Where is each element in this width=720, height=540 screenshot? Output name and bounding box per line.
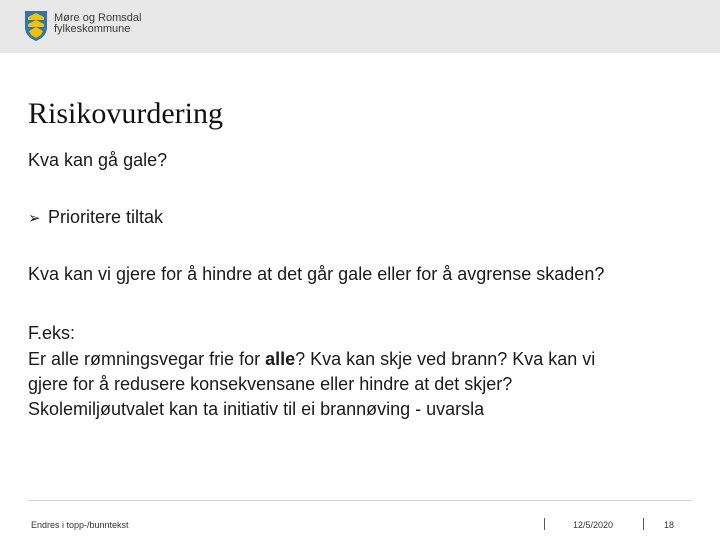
example-line-2: gjere for å redusere konsekvensane eller hindre at det skjer? [28, 374, 513, 394]
bullet-item [28, 206, 163, 229]
footer-divider [28, 500, 692, 501]
footer-separator [544, 518, 545, 530]
page-number: 18 [664, 520, 675, 530]
organization-name-line2: fylkeskommune [54, 23, 131, 35]
county-coat-of-arms-icon [24, 10, 48, 42]
footer-text: Endres i topp-/bunntekst [31, 520, 129, 530]
example-line-1 [28, 348, 595, 370]
footer-date: 12/5/2020 [573, 520, 614, 530]
slide-title: Risikovurdering [28, 97, 223, 130]
example-heading: F.eks: [28, 323, 76, 343]
example-line-1-pre: Er alle rømningsvegar frie for [28, 349, 266, 369]
example-line-3: Skolemiljøutvalet kan ta initiativ til ei brannøving - uvarsla [28, 399, 485, 419]
arrow-bullet-icon: ➢ [28, 209, 41, 227]
example-line-1-emphasis: alle [265, 349, 296, 369]
question-line: Kva kan gå gale? [28, 150, 168, 170]
organization-name-line1: Møre og Romsdal [54, 12, 142, 24]
example-line-1-post: ? Kva kan skje ved brann? Kva kan vi [295, 349, 596, 369]
prevention-question: Kva kan vi gjere for å hindre at det går gale eller for å avgrense skaden? [28, 264, 605, 284]
organization-name [54, 13, 141, 35]
bullet-text: Prioritere tiltak [48, 207, 164, 227]
footer-separator [643, 518, 644, 530]
